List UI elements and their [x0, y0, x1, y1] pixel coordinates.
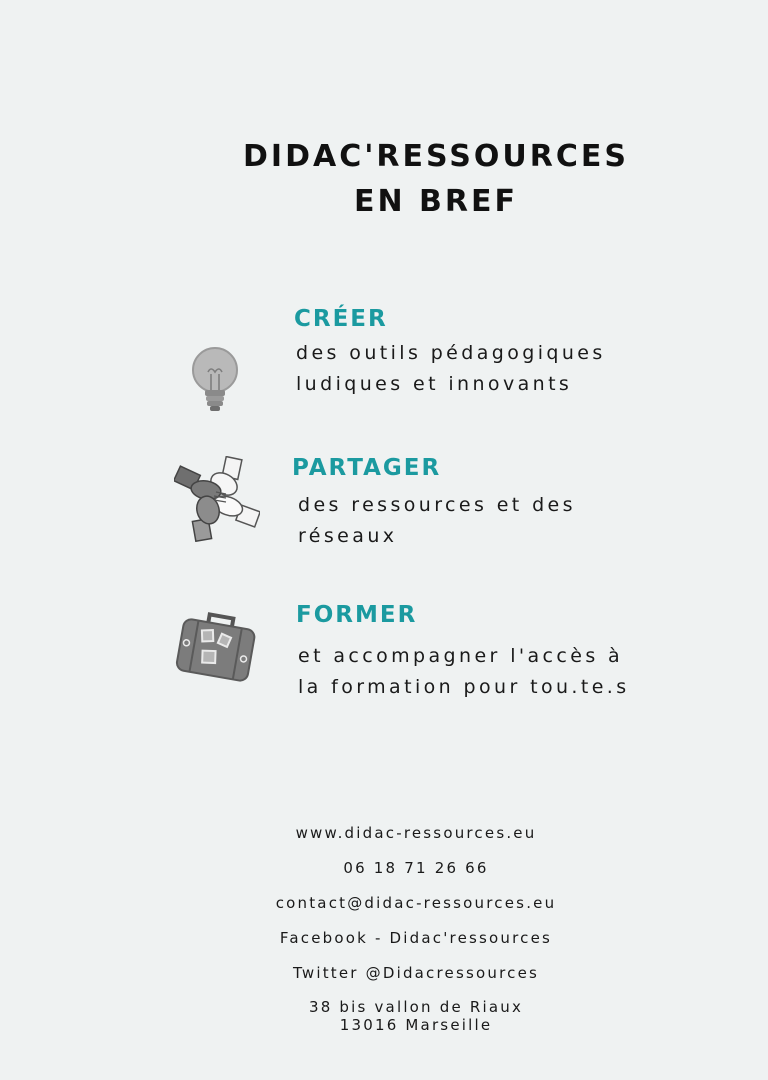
page-title-line-2: EN BREF: [354, 184, 518, 219]
item-description-line-1: et accompagner l'accès à: [298, 645, 624, 667]
address-line-1: 38 bis vallon de Riaux: [308, 998, 524, 1016]
item-description-line-1: des outils pédagogiques: [296, 342, 606, 364]
lightbulb-icon: [186, 346, 244, 416]
item-heading: PARTAGER: [292, 455, 442, 481]
email-link[interactable]: contact@didac-ressources.eu: [275, 894, 557, 912]
suitcase-icon: [174, 608, 258, 686]
item-heading: CRÉER: [294, 306, 388, 332]
twitter-link[interactable]: Twitter @Didacressources: [292, 964, 540, 982]
website-link[interactable]: www.didac-ressources.eu: [295, 824, 537, 842]
page-title-line-1: DIDAC'RESSOURCES: [243, 139, 629, 174]
item-description-line-2: la formation pour tou.te.s: [298, 676, 630, 698]
item-description-line-2: ludiques et innovants: [296, 373, 573, 395]
address-line-2: 13016 Marseille: [339, 1016, 493, 1034]
item-heading: FORMER: [296, 602, 418, 628]
facebook-link[interactable]: Facebook - Didac'ressources: [279, 929, 553, 947]
item-description-line-2: réseaux: [298, 525, 398, 547]
phone-number: 06 18 71 26 66: [343, 859, 489, 877]
stacked-hands-icon: [174, 456, 260, 542]
item-description-line-1: des ressources et des: [298, 494, 576, 516]
